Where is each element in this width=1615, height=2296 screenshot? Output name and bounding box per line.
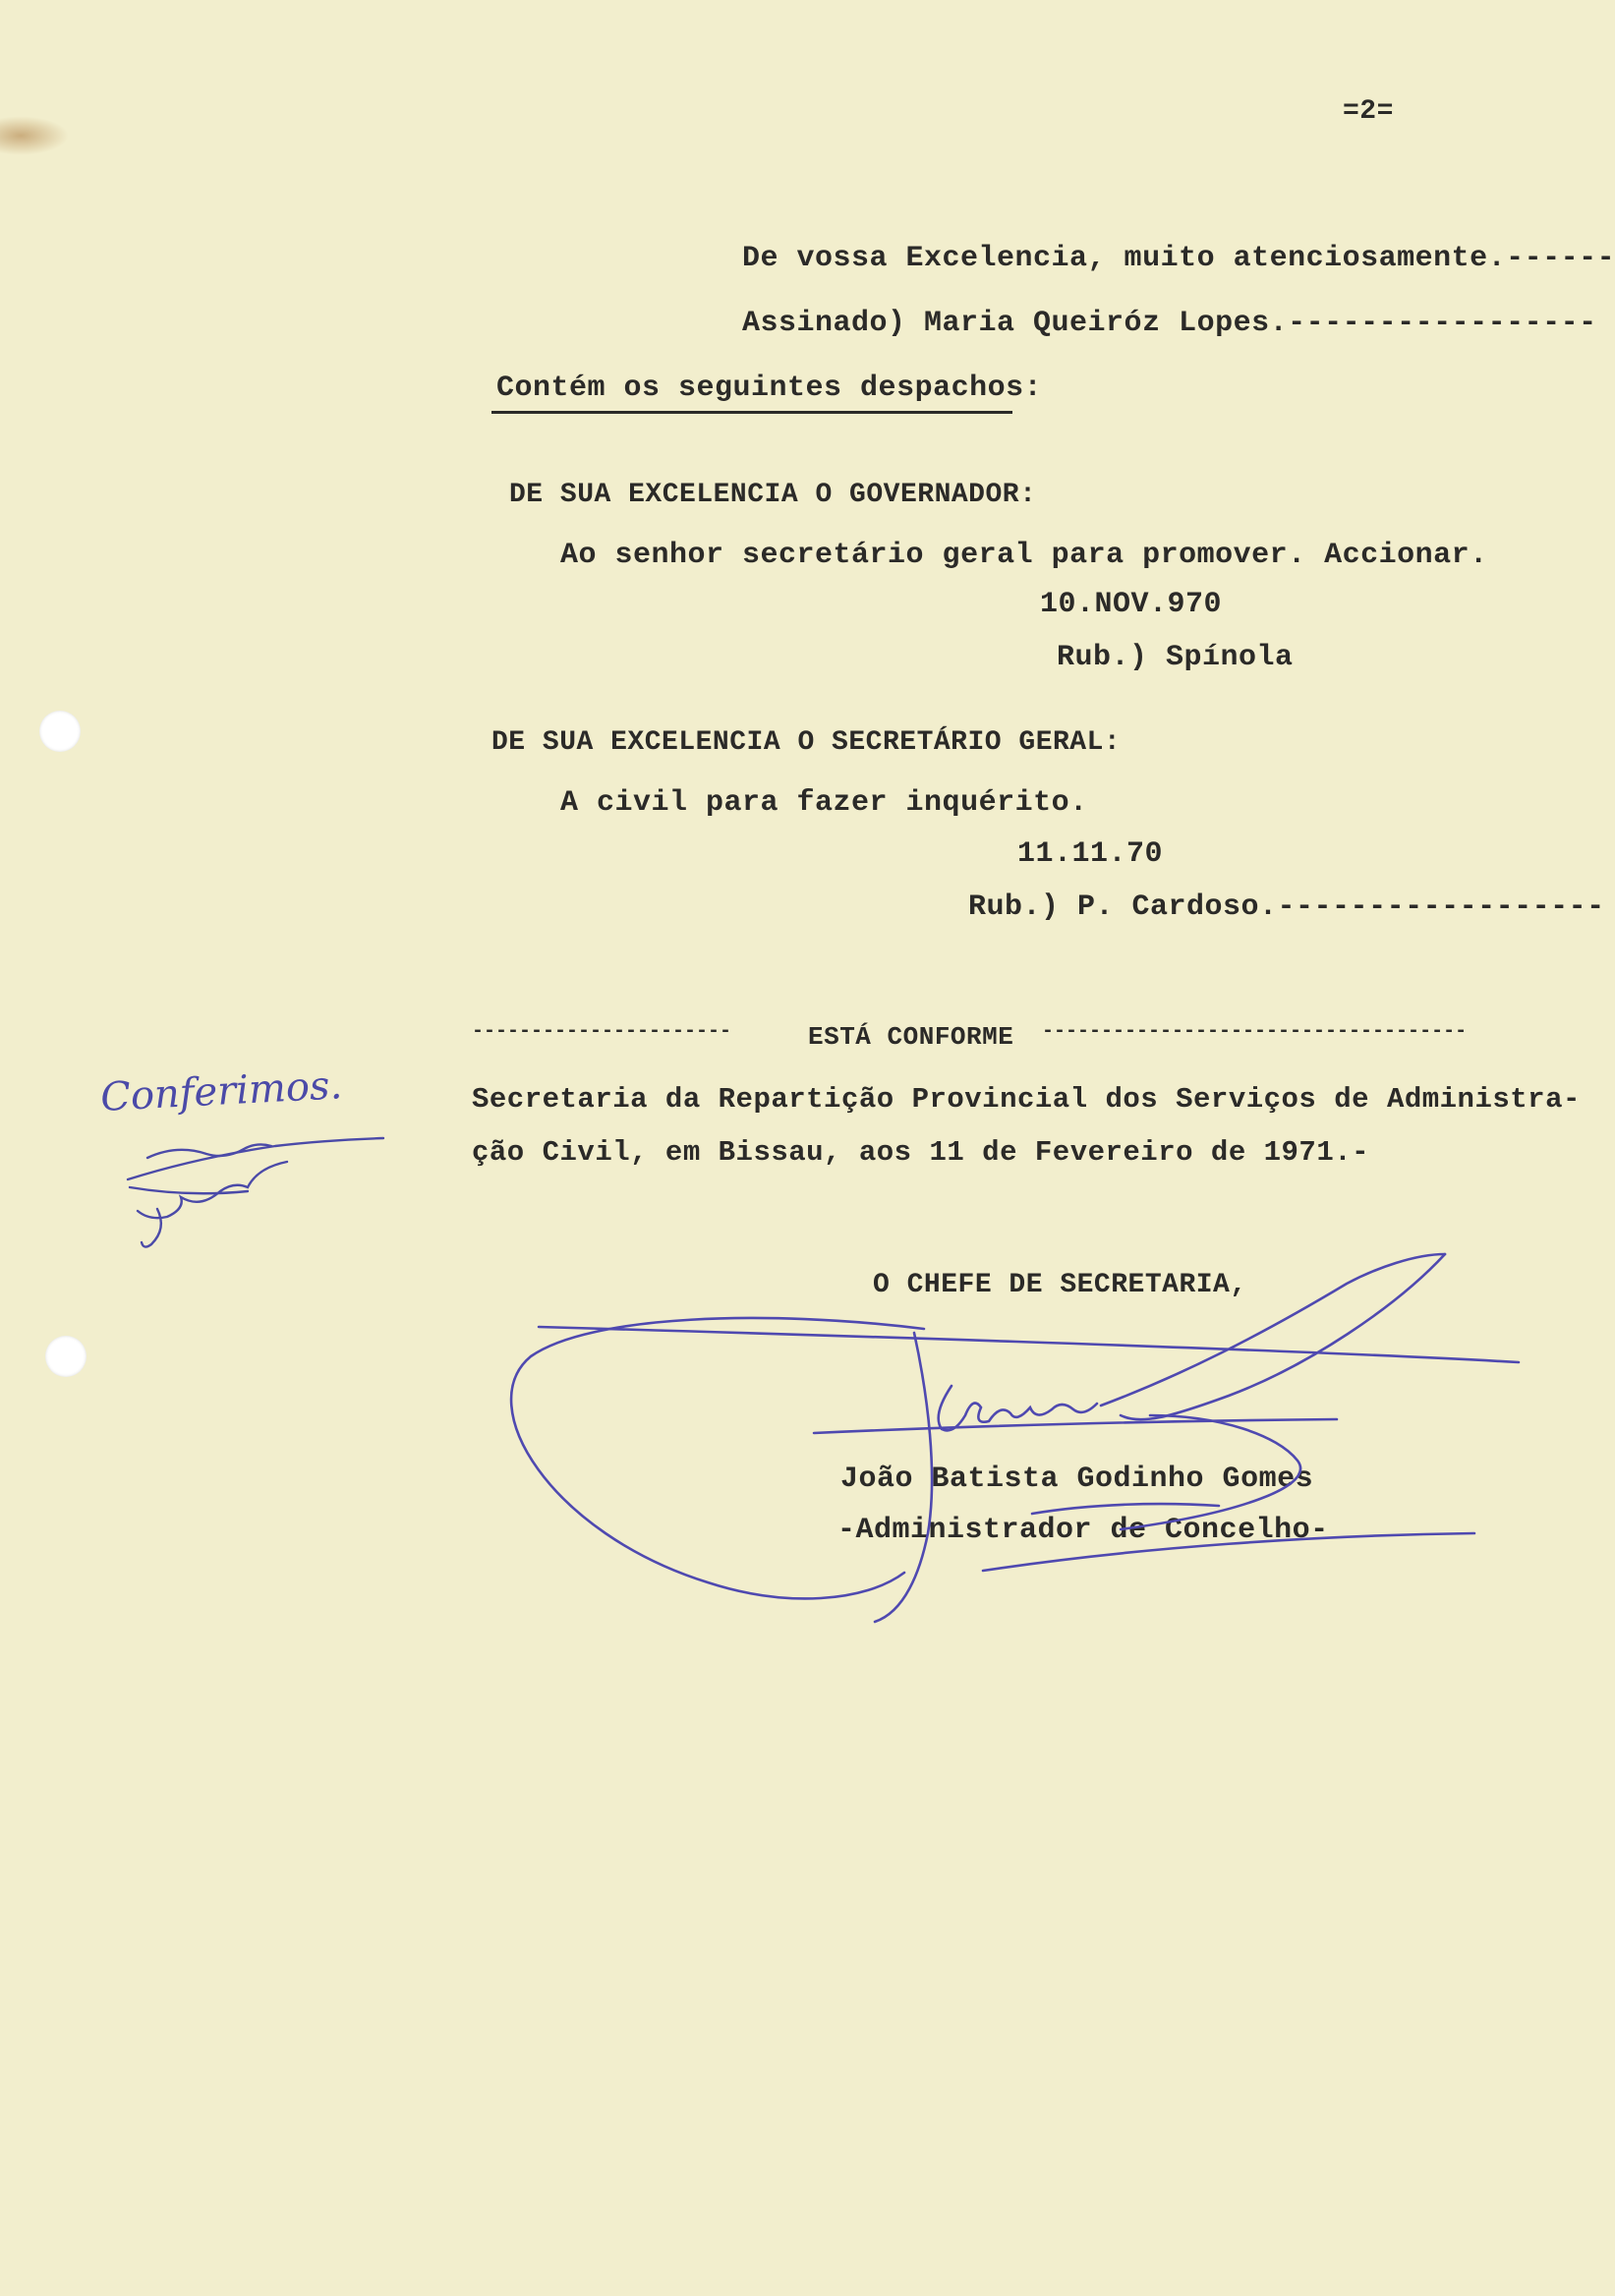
conforme-left-rule: ---------------------- bbox=[472, 1020, 732, 1043]
handwritten-note-word: Conferimos. bbox=[99, 1062, 344, 1120]
chief-title: O CHEFE DE SECRETARIA, bbox=[873, 1270, 1247, 1300]
chief-signature bbox=[511, 1254, 1519, 1622]
certification-line-2: ção Civil, em Bissau, aos 11 de Fevereiro de 1971.- bbox=[472, 1136, 1370, 1169]
certification-line-1: Secretaria da Repartição Provincial dos Serviços de Administra- bbox=[472, 1083, 1581, 1116]
conferimos-note bbox=[99, 1062, 383, 1246]
conforme-right-rule: ------------------------------------ bbox=[1042, 1020, 1468, 1043]
governador-text: Ao senhor secretário geral para promover. Accionar. bbox=[560, 539, 1488, 572]
governador-heading: DE SUA EXCELENCIA O GOVERNADOR: bbox=[509, 480, 1037, 510]
secretario-text: A civil para fazer inquérito. bbox=[560, 786, 1088, 820]
governador-date: 10.NOV.970 bbox=[1040, 588, 1223, 621]
governador-rubric: Rub.) Spínola bbox=[1057, 641, 1294, 674]
secretario-rubric: Rub.) P. Cardoso.------------------ bbox=[968, 890, 1605, 924]
page-number: =2= bbox=[1343, 96, 1394, 127]
despachos-heading: Contém os seguintes despachos: bbox=[496, 372, 1043, 405]
closing-signed-by: Assinado) Maria Queiróz Lopes.----------------- bbox=[742, 307, 1597, 340]
conforme-label: ESTÁ CONFORME bbox=[808, 1022, 1014, 1052]
chief-name: João Batista Godinho Gomes bbox=[840, 1463, 1314, 1496]
secretario-heading: DE SUA EXCELENCIA O SECRETÁRIO GERAL: bbox=[491, 727, 1122, 758]
chief-role: -Administrador de Concelho- bbox=[837, 1514, 1329, 1547]
closing-salutation: De vossa Excelencia, muito atenciosamente.------ bbox=[742, 242, 1615, 275]
secretario-date: 11.11.70 bbox=[1017, 837, 1164, 871]
